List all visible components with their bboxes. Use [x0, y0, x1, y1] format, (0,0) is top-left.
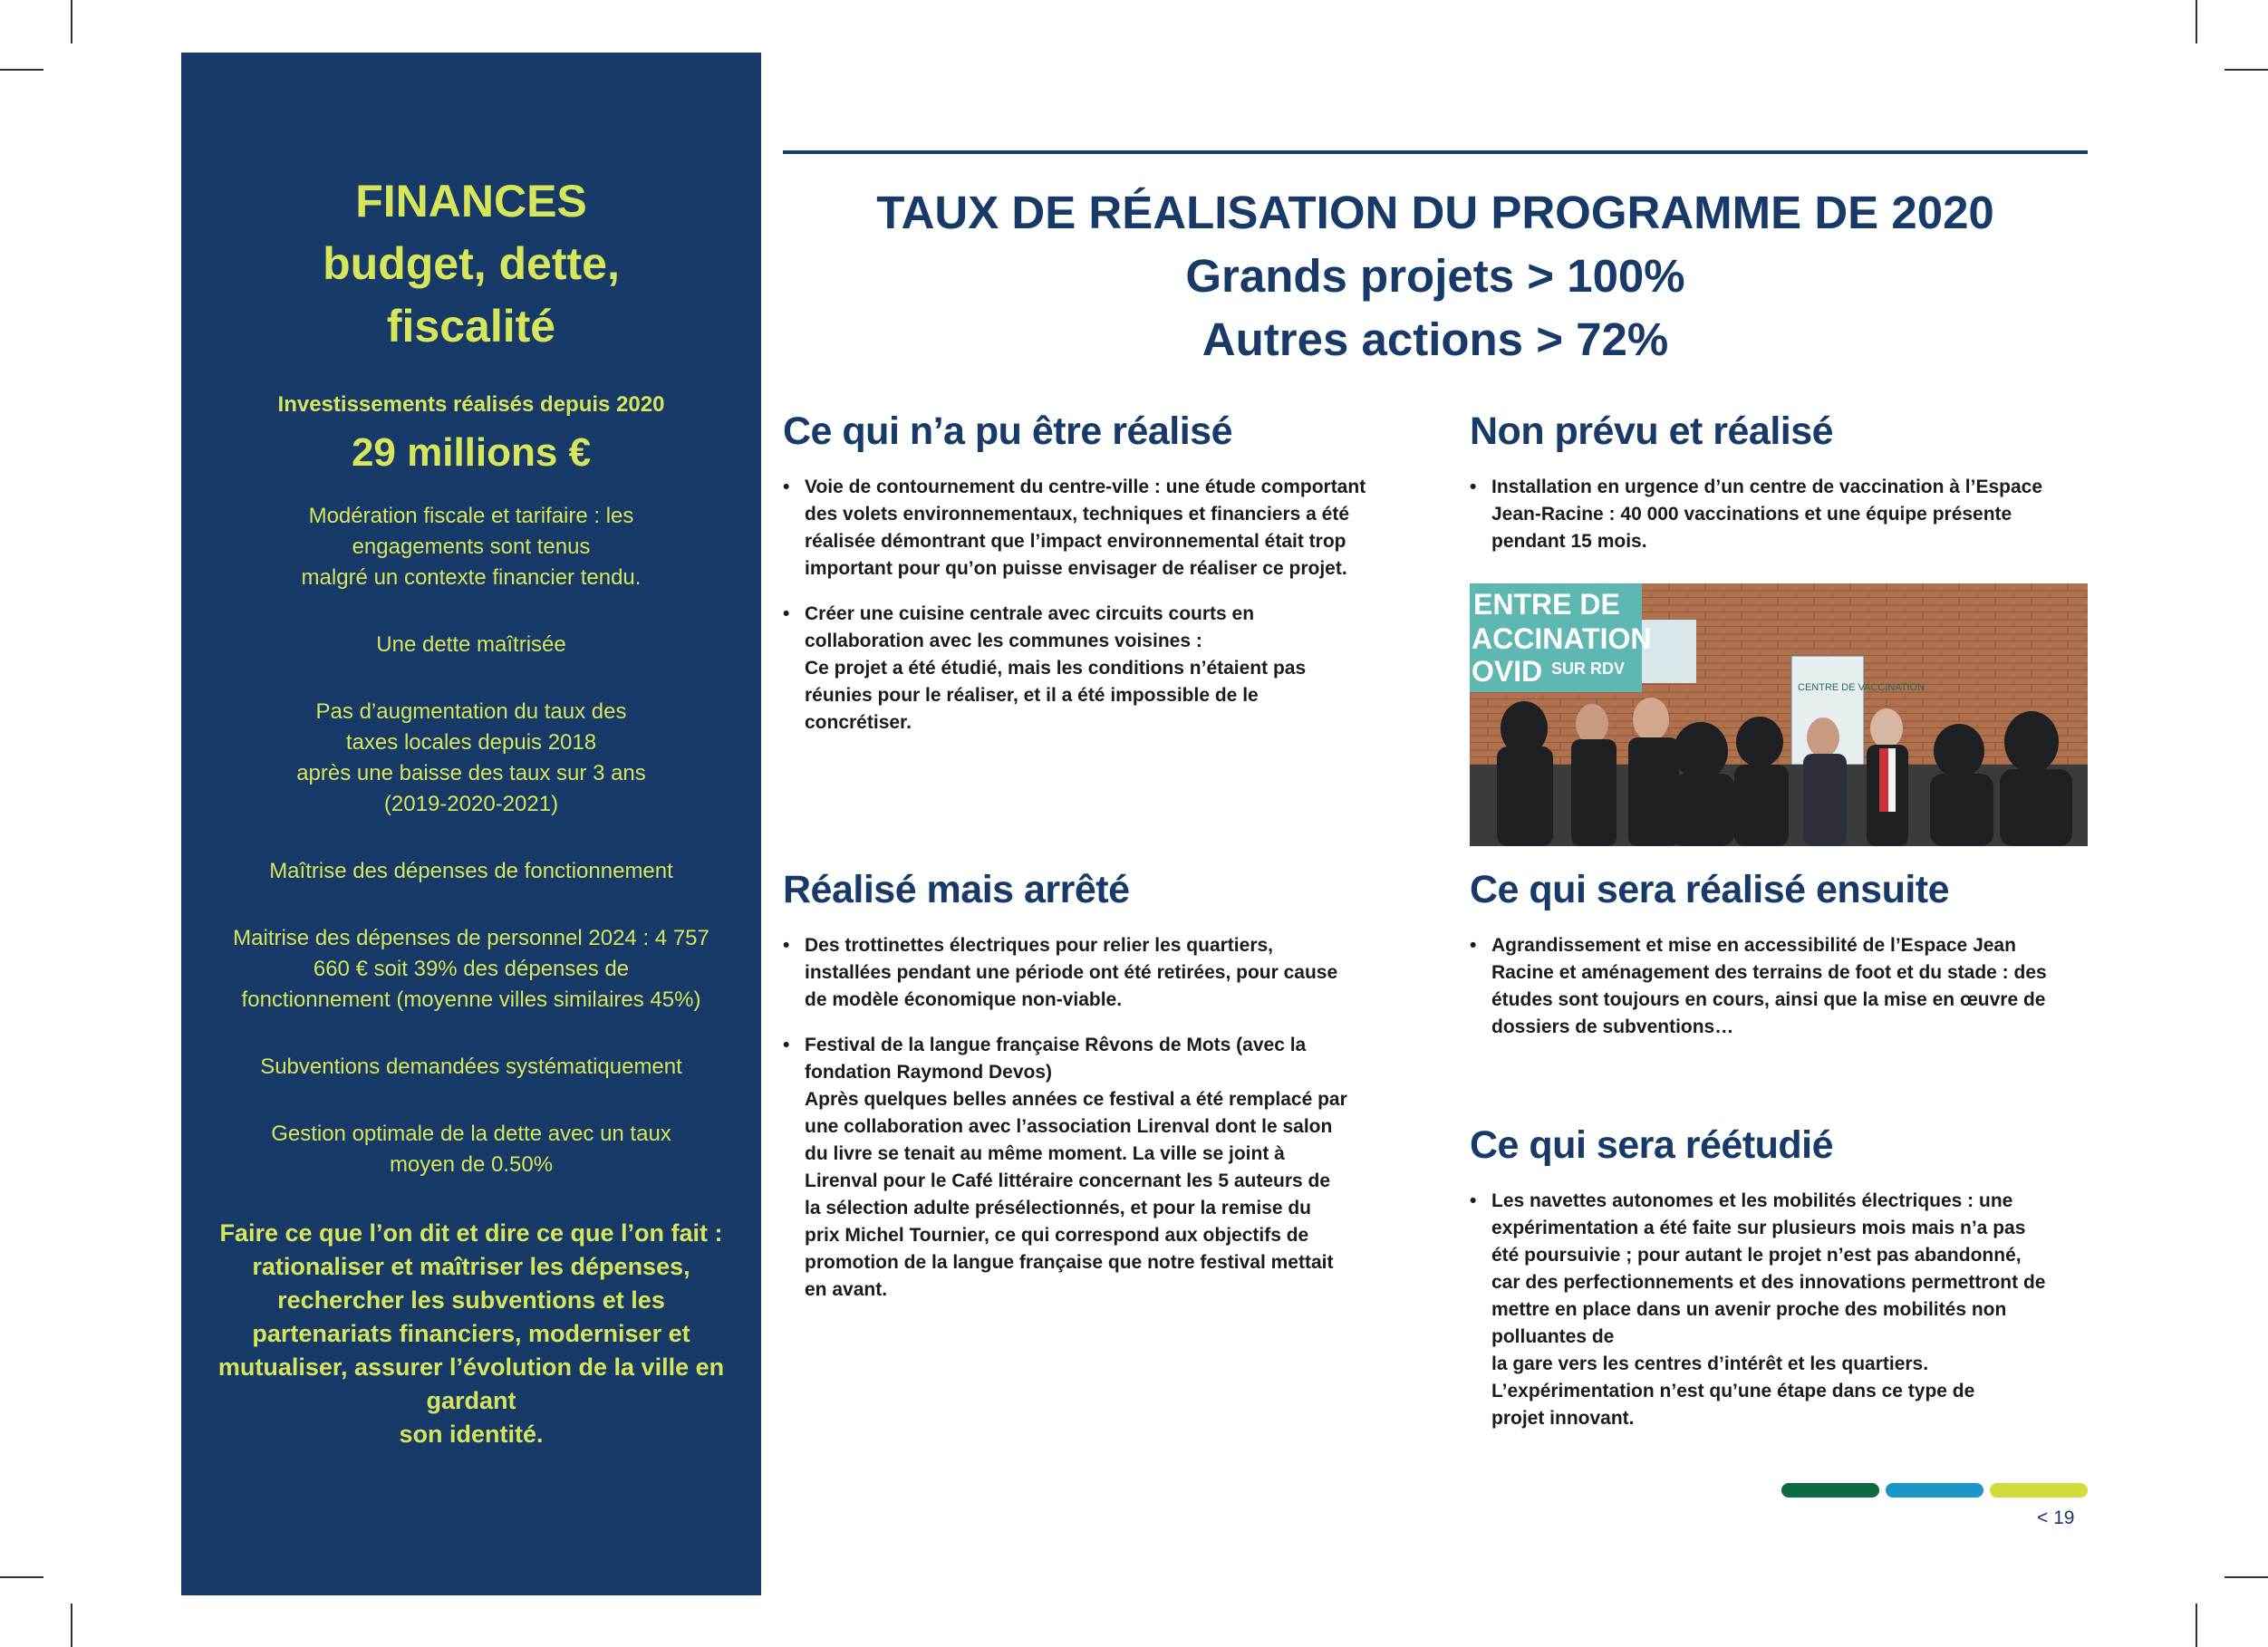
title-rule	[783, 150, 2088, 154]
page-number: < 19	[2037, 1507, 2075, 1528]
list-item: • Créer une cuisine centrale avec circuits courts en collaboration avec les communes voisines : Ce projet a été étudié, mais les conditions n’étaient pas réunies pour le réaliser, et il a été impossible de le concrétiser.	[805, 601, 1392, 737]
sign-line-3b: SUR RDV	[1551, 660, 1626, 678]
list-item: • Les navettes autonomes et les mobilités électriques : une expérimentation a été faite sur plusieurs mois mais n’a pas été poursuivie ; pour autant le projet n’est pas abandonné, car des perfectionnements et des innovations permettront de mettre en place dans un avenir proche des mobilités non polluantes de la gare vers les centres d’intérêt et les quartiers. L’expérimentation n’est qu’une étape dans ce type de projet innovant.	[1491, 1188, 2095, 1432]
sign-line-3: OVID	[1472, 655, 1543, 688]
section-restudy	[1470, 1123, 2095, 1450]
list-item: • Voie de contournement du centre-ville : une étude comportant des volets environnementaux, techniques et financiers a été réalisée démontrant que l’impact environnemental était trop important pour qu’on puisse envisager de réaliser ce projet.	[805, 474, 1392, 583]
sidebar-item: Maitrise des dépenses de personnel 2024 : 4 757 660 € soit 39% des dépenses de fonctionnement (moyenne villes similaires 45%)	[233, 926, 709, 1012]
color-bar-blue	[1886, 1483, 1983, 1498]
vaccination-center-photo	[1470, 583, 2088, 846]
sign-line-2: ACCINATION	[1472, 622, 1652, 655]
crop-mark	[2225, 1576, 2268, 1578]
list-item: • Des trottinettes électriques pour relier les quartiers, installées pendant une période ont été retirées, pour cause de modèle économique non-viable.	[805, 932, 1381, 1014]
sidebar-item: Une dette maîtrisée	[376, 632, 566, 657]
small-sign: CENTRE DE VACCINATION	[1798, 682, 1925, 693]
color-bar-green	[1781, 1483, 1879, 1498]
crop-mark	[2225, 69, 2268, 71]
section-stopped	[783, 868, 1381, 1322]
crop-mark	[71, 1604, 72, 1647]
crop-mark	[0, 69, 43, 71]
list-item: • Installation en urgence d’un centre de vaccination à l’Espace Jean-Racine : 40 000 vaccinations et une équipe présente pendant 15 mois.	[1491, 474, 2095, 555]
list-item: • Festival de la langue française Rêvons de Mots (avec la fondation Raymond Devos) Après quelques belles années ce festival a été remplacé par une collaboration avec l’association Lirenval dont le salon du livre se tenait au même moment. La ville se joint à Lirenval pour le Café littéraire concernant les 5 auteurs de la sélection adulte présélectionnés, et pour la remise du prix Michel Tournier, ce qui correspond aux objectifs de promotion de la langue française que notre festival mettait en avant.	[805, 1032, 1381, 1304]
photo-illustration	[1470, 583, 2088, 846]
sidebar-items	[181, 501, 761, 1180]
crop-mark	[2196, 1604, 2197, 1647]
sidebar-item: Subventions demandées systématiquement	[260, 1055, 682, 1079]
section-heading: Ce qui n’a pu être réalisé	[783, 409, 1233, 453]
investment-label: Investissements réalisés depuis 2020	[277, 392, 665, 417]
sidebar-closing-statement: Faire ce que l’on dit et dire ce que l’on fait : rationaliser et maîtriser les dépenses, rechercher les subventions et les partenariats financiers, moderniser et mutualiser, assurer l’évolution de la ville en gardant son identité.	[217, 1219, 725, 1448]
section-heading: Ce qui sera réétudié	[1470, 1123, 1834, 1167]
section-heading: Non prévu et réalisé	[1470, 409, 1834, 453]
section-not-done	[783, 409, 1392, 755]
list-item: • Agrandissement et mise en accessibilité de l’Espace Jean Racine et aménagement des terrains de foot et du stade : des études sont toujours en cours, ainsi que la mise en œuvre de dossiers de subventions…	[1491, 932, 2095, 1041]
sidebar-item: Pas d’augmentation du taux des taxes locales depuis 2018 après une baisse des taux sur 3 ans (2019-2020-2021)	[296, 699, 646, 816]
section-next	[1470, 868, 2095, 1059]
crop-mark	[0, 1576, 43, 1578]
investment-value: 29 millions €	[351, 430, 592, 475]
sign-line-1: ENTRE DE	[1473, 588, 1620, 621]
crop-mark	[71, 0, 72, 43]
section-unplanned	[1470, 409, 2095, 573]
section-heading: Réalisé mais arrêté	[783, 868, 1130, 911]
color-bar-lime	[1990, 1483, 2088, 1498]
section-heading: Ce qui sera réalisé ensuite	[1470, 868, 1950, 911]
sidebar-title: FINANCES budget, dette, fiscalité	[323, 176, 620, 352]
page-title: TAUX DE RÉALISATION DU PROGRAMME DE 2020 Grands projets > 100% Autres actions > 72%	[876, 187, 1994, 365]
sidebar-item: Modération fiscale et tarifaire : les engagements sont tenus malgré un contexte financier tendu.	[301, 504, 642, 590]
sidebar-item: Gestion optimale de la dette avec un taux moyen de 0.50%	[271, 1122, 671, 1177]
crop-mark	[2196, 0, 2197, 43]
finances-sidebar	[181, 53, 761, 1595]
sidebar-item: Maîtrise des dépenses de fonctionnement	[269, 859, 673, 883]
